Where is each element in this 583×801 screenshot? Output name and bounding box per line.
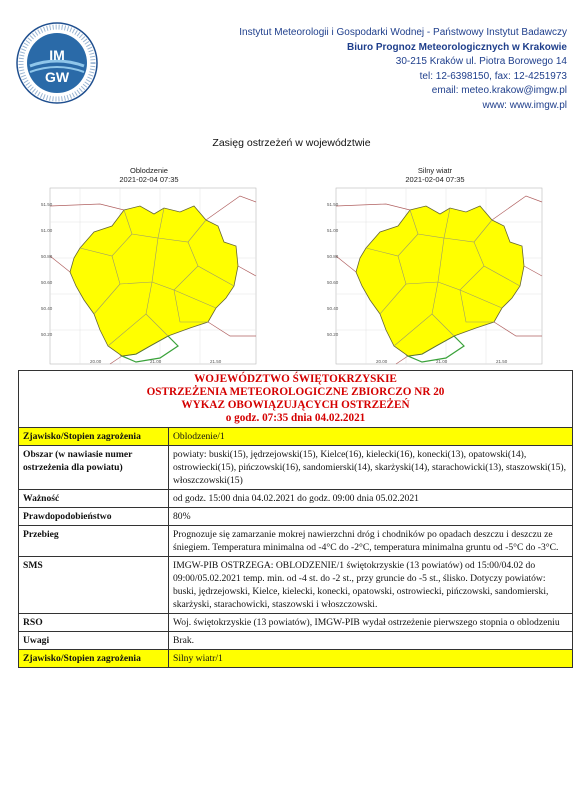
lon-tick: 21.00 bbox=[436, 359, 448, 364]
heading-line: WYKAZ OBOWIĄZUJĄCYCH OSTRZEŻEŃ bbox=[181, 399, 410, 411]
row-value: powiaty: buski(15), jędrzejowski(15), Kielce(16), kielecki(16), konecki(13), opatowski(14), ostrowiecki(15), pińczowski(16), sandomierski(14), skarżyski(14), starachowicki(13), staszowski(15), włoszczowski(15) bbox=[169, 446, 573, 490]
table-row bbox=[19, 526, 573, 557]
lon-tick: 21.00 bbox=[150, 359, 162, 364]
heading-line: WOJEWÓDZTWO ŚWIĘTOKRZYSKIE bbox=[194, 373, 397, 385]
row-value: Woj. świętokrzyskie (13 powiatów), IMGW-PIB wydał ostrzeżenie pierwszego stopnia o oblodzeniu bbox=[169, 614, 573, 632]
warning-table bbox=[18, 370, 573, 668]
lon-tick: 21.50 bbox=[210, 359, 222, 364]
row-label: Zjawisko/Stopien zagrożenia bbox=[19, 428, 169, 446]
row-label: Uwagi bbox=[19, 632, 169, 650]
map-svg bbox=[326, 186, 544, 366]
www-link[interactable]: www.imgw.pl bbox=[509, 99, 567, 111]
row-value: Oblodzenie/1 bbox=[169, 428, 573, 446]
row-label: Zjawisko/Stopien zagrożenia bbox=[19, 650, 169, 668]
row-value: Silny wiatr/1 bbox=[169, 650, 573, 668]
table-row bbox=[19, 508, 573, 526]
row-label: RSO bbox=[19, 614, 169, 632]
warning-heading bbox=[19, 371, 573, 428]
heading-line: OSTRZEŻENIA METEOROLOGICZNE ZBIORCZO NR 20 bbox=[146, 386, 445, 398]
lat-tick: 50.60 bbox=[41, 280, 53, 285]
lat-tick: 50.80 bbox=[41, 254, 53, 259]
row-value: IMGW-PIB OSTRZEGA: OBLODZENIE/1 świętokrzyskie (13 powiatów) od 15:00/04.02 do 09:00/05.02.2021 temp. min. od -4 st. do -2 st., przy gruncie do -5 st., ślisko. Dotyczy powiatów: buski, jędrzejowski, Kielce, kielecki, konecki, opatowski, ostrowiecki, pińczowski, sandomierski, skarżyski, starachowicki, staszowski i włoszczowski. bbox=[169, 557, 573, 614]
org-line1: Instytut Meteorologii i Gospodarki Wodnej - Państwowy Instytut Badawczy bbox=[239, 27, 567, 38]
lat-tick: 51.00 bbox=[327, 228, 339, 233]
logo-text-top: IM bbox=[49, 47, 65, 63]
row-label: Ważność bbox=[19, 490, 169, 508]
lat-tick: 50.20 bbox=[41, 332, 53, 337]
lat-tick: 50.20 bbox=[327, 332, 339, 337]
row-label: Obszar (w nawiasie numer ostrzeżenia dla powiatu) bbox=[19, 446, 169, 490]
lat-tick: 51.00 bbox=[41, 228, 53, 233]
email-label: email: bbox=[431, 85, 462, 96]
row-value: Prognozuje się zamarzanie mokrej nawierzchni dróg i chodników po opadach deszczu i deszczu ze śniegiem. Temperatura minimalna od -4°C do -2°C, temperatura minimalna gruntu od -5°C do -3°C. bbox=[169, 526, 573, 557]
org-line2: Biuro Prognoz Meteorologicznych w Krakowie bbox=[346, 41, 567, 53]
organization-header bbox=[239, 26, 567, 113]
imgw-logo bbox=[16, 22, 98, 104]
table-row bbox=[19, 428, 573, 446]
map-oblodzenie bbox=[40, 166, 258, 366]
lon-tick: 20.00 bbox=[376, 359, 388, 364]
table-row bbox=[19, 650, 573, 668]
row-value: 80% bbox=[169, 508, 573, 526]
heading-line: o godz. 07:35 dnia 04.02.2021 bbox=[225, 412, 366, 424]
table-row bbox=[19, 614, 573, 632]
org-address: 30-215 Kraków ul. Piotra Borowego 14 bbox=[395, 56, 567, 67]
table-row bbox=[19, 490, 573, 508]
table-row bbox=[19, 632, 573, 650]
map-date: 2021-02-04 07:35 bbox=[405, 175, 465, 184]
www-label: www: bbox=[482, 99, 510, 111]
table-row bbox=[19, 446, 573, 490]
row-value: od godz. 15:00 dnia 04.02.2021 do godz. 09:00 dnia 05.02.2021 bbox=[169, 490, 573, 508]
lat-tick: 50.60 bbox=[327, 280, 339, 285]
map-title: Oblodzenie bbox=[130, 166, 168, 175]
map-title: Silny wiatr bbox=[417, 166, 453, 175]
row-label: SMS bbox=[19, 557, 169, 614]
lat-tick: 50.40 bbox=[327, 306, 339, 311]
email-link[interactable]: meteo.krakow@imgw.pl bbox=[461, 85, 567, 96]
warning-heading-row bbox=[19, 371, 573, 428]
lat-tick: 51.50 bbox=[41, 202, 53, 207]
lat-tick: 50.40 bbox=[41, 306, 53, 311]
row-value: Brak. bbox=[169, 632, 573, 650]
table-row bbox=[19, 557, 573, 614]
section-title: Zasięg ostrzeżeń w województwie bbox=[212, 137, 371, 149]
map-silny-wiatr bbox=[326, 166, 544, 366]
row-label: Przebieg bbox=[19, 526, 169, 557]
map-date: 2021-02-04 07:35 bbox=[119, 175, 179, 184]
org-phone: tel: 12-6398150, fax: 12-4251973 bbox=[419, 70, 567, 82]
map-svg bbox=[40, 186, 258, 366]
lat-tick: 50.80 bbox=[327, 254, 339, 259]
lon-tick: 20.00 bbox=[90, 359, 102, 364]
lat-tick: 51.50 bbox=[327, 202, 339, 207]
row-label: Prawdopodobieństwo bbox=[19, 508, 169, 526]
logo-text-bottom: GW bbox=[44, 69, 70, 85]
lon-tick: 21.50 bbox=[496, 359, 508, 364]
